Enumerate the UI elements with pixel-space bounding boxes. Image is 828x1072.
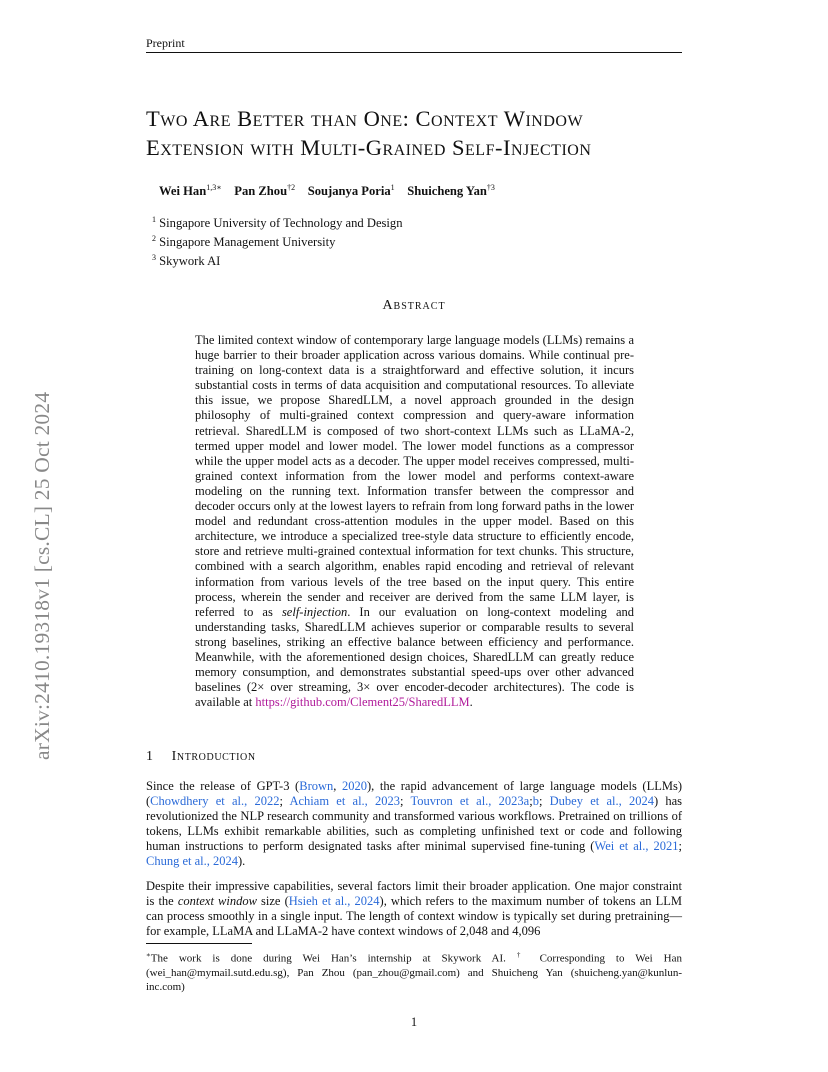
author-sup: 1,3∗ bbox=[206, 183, 222, 192]
citation-link[interactable]: 2020 bbox=[342, 779, 367, 793]
author-sup: †2 bbox=[287, 183, 296, 192]
affiliation-text: Skywork AI bbox=[159, 254, 221, 269]
author-name: Soujanya Poria bbox=[307, 184, 391, 199]
intro-paragraph-1 bbox=[146, 779, 682, 870]
abstract-text: The limited context window of contemporary large language models (LLMs) remains a huge barrier to their broader application across various domains. While continual pre-training on long-context data is a straightforward and effective solution, it incurs substantial costs in terms of data acquisition and computational resources. To alleviate this issue, we propose SharedLLM, a novel approach grounded in the design philosophy of multi-grained context compression and query-aware information retrieval. SharedLLM is composed of two short-context LLMs such as LLaMA-2, termed upper model and lower model. The lower model functions as a compressor while the upper model acts as a decoder. The upper model receives compressed, multi-grained context information from the lower model and performs context-aware modeling on the running text. Information transfer between the compressor and decoder occurs only at the lowest layers to refrain from long forward paths in the lower model and redundant cross-attention modules in the upper model. Based on this architecture, we introduce a specialized tree-style data structure to efficiently encode, store and retrieve multi-grained contextual information for text chunks. This structure, combined with a search algorithm, enables rapid encoding and retrieval of relevant information from various levels of the tree based on the input query. This entire process, wherein the sender and receiver are derived from the same LLM layer, is referred to as bbox=[195, 333, 634, 619]
body-text: ; bbox=[279, 794, 290, 809]
abstract-emphasis: self-injection bbox=[281, 604, 348, 619]
body-text: ), the rapid advancement of large language models (LLMs) ( bbox=[146, 779, 682, 809]
citation-link[interactable]: b bbox=[532, 794, 539, 809]
body-text: ; bbox=[538, 794, 550, 809]
body-text: size ( bbox=[256, 894, 289, 909]
author-list bbox=[159, 183, 699, 199]
title-line-2: Extension with Multi-Grained Self-Injection bbox=[146, 135, 592, 160]
body-text: ), which refers to the maximum number of tokens an LLM can process smoothly in a single input. The length of context window is typically set during pretraining—for example, LLaMA and LLaMA-2 have context windows of 2,048 and 4,096 bbox=[146, 894, 682, 939]
citation-link[interactable]: Dubey et al., 2024 bbox=[549, 794, 654, 809]
body-text: Since the release of GPT-3 ( bbox=[146, 779, 300, 793]
affiliation-num: 2 bbox=[152, 234, 156, 244]
section-heading bbox=[146, 749, 256, 765]
author-name: Pan Zhou bbox=[234, 184, 288, 199]
abstract-body bbox=[195, 333, 634, 710]
citation-link[interactable]: Touvron et al., 2023a bbox=[410, 794, 530, 809]
intro-paragraph-2 bbox=[146, 879, 682, 939]
citation-link[interactable]: Achiam et al., 2023 bbox=[289, 794, 401, 809]
body-text: ; bbox=[400, 794, 411, 809]
abstract-heading: Abstract bbox=[382, 298, 446, 313]
abstract-text: . In our evaluation on long-context modeling and understanding tasks, SharedLLM achieves superior or comparable results to several strong baselines, striking an effective balance between efficiency and performance. Meanwhile, with the aforementioned design choices, SharedLLM can greatly reduce memory consumption, and demonstrates substantial speed-ups over other advanced baselines (2× over streaming, 3× over encoder-decoder architectures). The code is available at bbox=[195, 604, 634, 710]
affiliation-item bbox=[152, 231, 403, 250]
body-text: ; bbox=[678, 839, 682, 854]
citation-link[interactable]: Brown bbox=[299, 779, 334, 793]
affiliation-num: 1 bbox=[152, 215, 156, 224]
citation-link[interactable]: Wei et al., 2021 bbox=[594, 839, 679, 854]
title-line-1: Two Are Better than One: Context Window bbox=[146, 106, 584, 131]
author-name: Shuicheng Yan bbox=[407, 184, 487, 199]
affiliation-text: Singapore University of Technology and Design bbox=[159, 216, 403, 231]
author-name: Wei Han bbox=[159, 184, 207, 199]
section-number: 1 bbox=[146, 749, 154, 764]
citation-link[interactable]: Chowdhery et al., 2022 bbox=[150, 794, 280, 809]
affiliation-item bbox=[152, 250, 403, 269]
author-sup: 1 bbox=[390, 183, 395, 192]
section-title: Introduction bbox=[171, 749, 256, 764]
citation-link[interactable]: Hsieh et al., 2024 bbox=[288, 894, 380, 909]
header-rule bbox=[146, 52, 682, 53]
body-emphasis: context window bbox=[177, 894, 257, 909]
affiliation-num: 3 bbox=[152, 253, 156, 263]
body-text: Despite their impressive capabilities, several factors limit their broader application. One major constraint is the bbox=[146, 879, 682, 909]
citation-link[interactable]: Chung et al., 2024 bbox=[146, 854, 239, 869]
footnote bbox=[146, 948, 682, 995]
author-sup: †3 bbox=[486, 183, 495, 192]
affiliation-list bbox=[152, 212, 403, 270]
code-link[interactable]: https://github.com/Clement25/SharedLLM bbox=[255, 695, 470, 710]
page-number: 1 bbox=[410, 1015, 418, 1029]
affiliation-item bbox=[152, 212, 403, 231]
body-text: ; bbox=[529, 794, 533, 809]
footnote-marker: † bbox=[516, 951, 529, 959]
body-text: , bbox=[333, 779, 342, 793]
body-text: ) has revolutionized the NLP research community and transformed various workflows. Pretrained on trillions of tokens, LLMs exhibit remarkable abilities, such as completing unfinished text or code and following human instructions to perform designated tasks after minimal supervised fine-tuning ( bbox=[146, 794, 683, 854]
footnote-text: The work is done during Wei Han’s internship at Skywork AI. bbox=[150, 952, 517, 965]
arxiv-stamp: arXiv:2410.19318v1 [cs.CL] 25 Oct 2024 bbox=[30, 391, 54, 760]
footnote-rule bbox=[146, 943, 252, 944]
body-text: ). bbox=[238, 854, 246, 869]
abstract-text: . bbox=[469, 695, 473, 710]
running-header: Preprint bbox=[146, 36, 185, 50]
paper-title bbox=[146, 104, 706, 162]
footnote-marker: ∗ bbox=[146, 951, 151, 959]
affiliation-text: Singapore Management University bbox=[159, 235, 336, 250]
footnote-text: Corresponding to Wei Han (wei_han@mymail.sutd.edu.sg), Pan Zhou (pan_zhou@gmail.com) and Shuicheng Yan (shuicheng.yan@kunlun-inc.com) bbox=[146, 952, 682, 994]
